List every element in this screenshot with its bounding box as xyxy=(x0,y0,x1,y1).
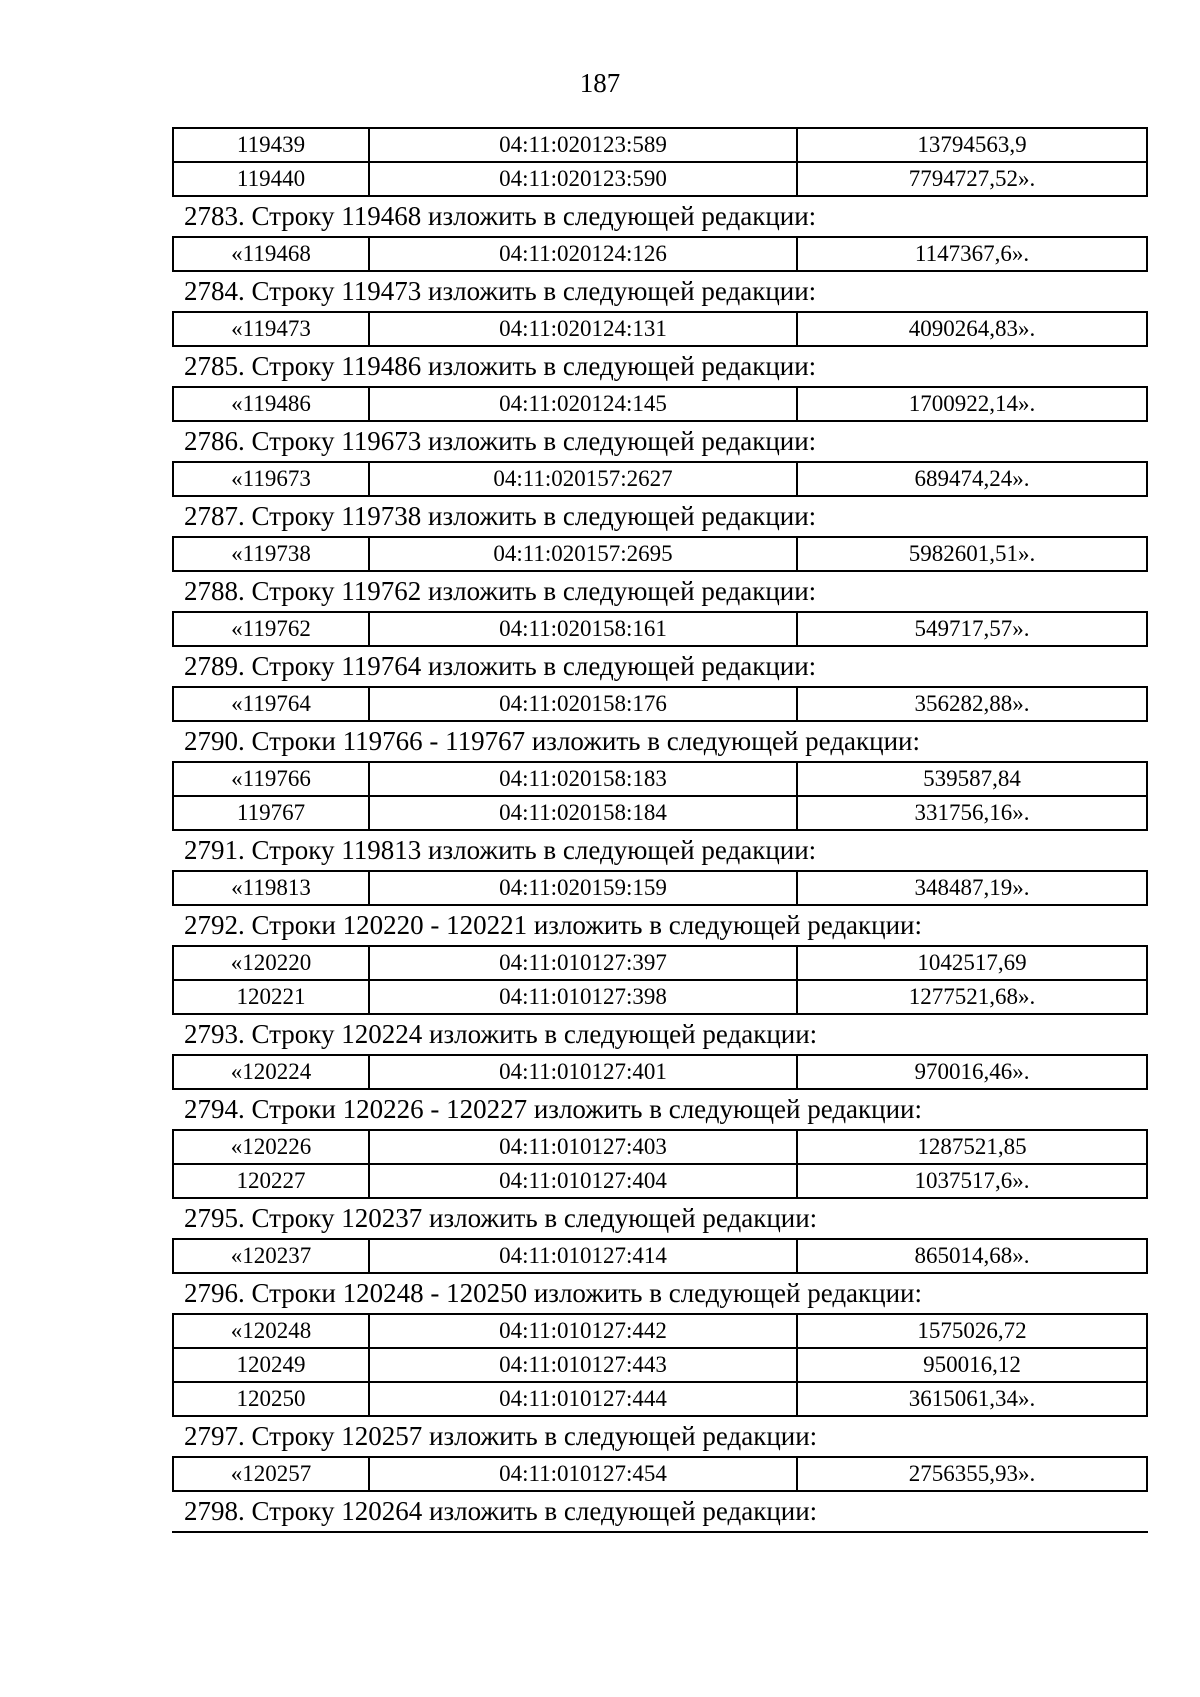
amendment-table xyxy=(172,1238,1148,1274)
value-cell: 348487,19». xyxy=(797,871,1147,905)
row-number-cell: 120227 xyxy=(173,1164,369,1198)
value-cell: 13794563,9 xyxy=(797,128,1147,162)
cadastral-number-cell: 04:11:020158:183 xyxy=(369,762,797,796)
instruction-paragraph: 2786. Строку 119673 изложить в следующей редакции: xyxy=(184,426,817,456)
amendment-table xyxy=(172,1054,1148,1090)
value-cell: 1575026,72 xyxy=(797,1314,1147,1348)
table-row xyxy=(173,237,1147,271)
cadastral-number-cell: 04:11:010127:454 xyxy=(369,1457,797,1491)
row-number-cell: «119764 xyxy=(173,687,369,721)
value-cell: 3615061,34». xyxy=(797,1382,1147,1416)
value-cell: 689474,24». xyxy=(797,462,1147,496)
table-row xyxy=(173,946,1147,980)
table-row xyxy=(173,387,1147,421)
instruction-paragraph: 2791. Строку 119813 изложить в следующей редакции: xyxy=(184,835,817,865)
instruction-paragraph: 2798. Строку 120264 изложить в следующей редакции: xyxy=(172,1492,1148,1533)
cadastral-number-cell: 04:11:020159:159 xyxy=(369,871,797,905)
cadastral-number-cell: 04:11:020124:145 xyxy=(369,387,797,421)
page-number: 187 xyxy=(579,68,621,98)
value-cell: 331756,16». xyxy=(797,796,1147,830)
cadastral-number-cell: 04:11:020123:590 xyxy=(369,162,797,196)
instruction-paragraph: 2790. Строки 119766 - 119767 изложить в следующей редакции: xyxy=(184,726,921,756)
value-cell: 356282,88». xyxy=(797,687,1147,721)
cadastral-number-cell: 04:11:010127:397 xyxy=(369,946,797,980)
instruction-paragraph: 2795. Строку 120237 изложить в следующей редакции: xyxy=(184,1203,818,1233)
row-number-cell: «119673 xyxy=(173,462,369,496)
cadastral-number-cell: 04:11:010127:443 xyxy=(369,1348,797,1382)
amendment-table xyxy=(172,1313,1148,1417)
table-row xyxy=(173,1457,1147,1491)
table-row xyxy=(173,162,1147,196)
row-number-cell: 119439 xyxy=(173,128,369,162)
cadastral-number-cell: 04:11:010127:398 xyxy=(369,980,797,1014)
value-cell: 1147367,6». xyxy=(797,237,1147,271)
row-number-cell: «119762 xyxy=(173,612,369,646)
cadastral-number-cell: 04:11:010127:442 xyxy=(369,1314,797,1348)
amendment-table xyxy=(172,127,1148,197)
value-cell: 4090264,83». xyxy=(797,312,1147,346)
instruction-paragraph: 2794. Строки 120226 - 120227 изложить в следующей редакции: xyxy=(184,1094,923,1124)
value-cell: 970016,46». xyxy=(797,1055,1147,1089)
amendment-table xyxy=(172,386,1148,422)
amendment-table xyxy=(172,686,1148,722)
instruction-paragraph: 2787. Строку 119738 изложить в следующей редакции: xyxy=(184,501,817,531)
table-row xyxy=(173,462,1147,496)
row-number-cell: 119440 xyxy=(173,162,369,196)
instruction-paragraph: 2793. Строку 120224 изложить в следующей редакции: xyxy=(184,1019,818,1049)
cadastral-number-cell: 04:11:020158:176 xyxy=(369,687,797,721)
value-cell: 7794727,52». xyxy=(797,162,1147,196)
table-row xyxy=(173,1314,1147,1348)
row-number-cell: «119473 xyxy=(173,312,369,346)
cadastral-number-cell: 04:11:020157:2695 xyxy=(369,537,797,571)
table-row xyxy=(173,687,1147,721)
cadastral-number-cell: 04:11:020124:126 xyxy=(369,237,797,271)
amendment-table xyxy=(172,945,1148,1015)
row-number-cell: «119468 xyxy=(173,237,369,271)
value-cell: 539587,84 xyxy=(797,762,1147,796)
amendment-table xyxy=(172,761,1148,831)
instruction-paragraph: 2797. Строку 120257 изложить в следующей редакции: xyxy=(184,1421,818,1451)
row-number-cell: «120224 xyxy=(173,1055,369,1089)
instruction-paragraph: 2796. Строки 120248 - 120250 изложить в следующей редакции: xyxy=(184,1278,923,1308)
instruction-paragraph: 2792. Строки 120220 - 120221 изложить в следующей редакции: xyxy=(184,910,923,940)
document-body xyxy=(172,127,1148,1533)
row-number-cell: «120220 xyxy=(173,946,369,980)
row-number-cell: «120226 xyxy=(173,1130,369,1164)
amendment-table xyxy=(172,1456,1148,1492)
table-row xyxy=(173,980,1147,1014)
table-row xyxy=(173,796,1147,830)
instruction-paragraph: 2788. Строку 119762 изложить в следующей редакции: xyxy=(184,576,817,606)
value-cell: 2756355,93». xyxy=(797,1457,1147,1491)
value-cell: 1287521,85 xyxy=(797,1130,1147,1164)
instruction-paragraph: 2783. Строку 119468 изложить в следующей редакции: xyxy=(184,201,817,231)
value-cell: 1277521,68». xyxy=(797,980,1147,1014)
amendment-table xyxy=(172,536,1148,572)
value-cell: 865014,68». xyxy=(797,1239,1147,1273)
cadastral-number-cell: 04:11:010127:414 xyxy=(369,1239,797,1273)
row-number-cell: 120221 xyxy=(173,980,369,1014)
row-number-cell: «120237 xyxy=(173,1239,369,1273)
value-cell: 1700922,14». xyxy=(797,387,1147,421)
cadastral-number-cell: 04:11:010127:444 xyxy=(369,1382,797,1416)
value-cell: 950016,12 xyxy=(797,1348,1147,1382)
cadastral-number-cell: 04:11:020157:2627 xyxy=(369,462,797,496)
row-number-cell: 120249 xyxy=(173,1348,369,1382)
amendment-table xyxy=(172,1129,1148,1199)
value-cell: 5982601,51». xyxy=(797,537,1147,571)
row-number-cell: «119766 xyxy=(173,762,369,796)
row-number-cell: 120250 xyxy=(173,1382,369,1416)
amendment-table xyxy=(172,236,1148,272)
cadastral-number-cell: 04:11:020123:589 xyxy=(369,128,797,162)
cadastral-number-cell: 04:11:020124:131 xyxy=(369,312,797,346)
table-row xyxy=(173,1055,1147,1089)
table-row xyxy=(173,1239,1147,1273)
table-row xyxy=(173,1164,1147,1198)
table-row xyxy=(173,1382,1147,1416)
cadastral-number-cell: 04:11:010127:403 xyxy=(369,1130,797,1164)
table-row xyxy=(173,612,1147,646)
cadastral-number-cell: 04:11:010127:404 xyxy=(369,1164,797,1198)
table-row xyxy=(173,312,1147,346)
cadastral-number-cell: 04:11:020158:161 xyxy=(369,612,797,646)
amendment-table xyxy=(172,461,1148,497)
amendment-table xyxy=(172,311,1148,347)
value-cell: 549717,57». xyxy=(797,612,1147,646)
cadastral-number-cell: 04:11:010127:401 xyxy=(369,1055,797,1089)
row-number-cell: «120257 xyxy=(173,1457,369,1491)
row-number-cell: «119486 xyxy=(173,387,369,421)
table-row xyxy=(173,1348,1147,1382)
value-cell: 1037517,6». xyxy=(797,1164,1147,1198)
instruction-paragraph: 2784. Строку 119473 изложить в следующей редакции: xyxy=(184,276,817,306)
table-row xyxy=(173,1130,1147,1164)
row-number-cell: 119767 xyxy=(173,796,369,830)
row-number-cell: «119738 xyxy=(173,537,369,571)
amendment-table xyxy=(172,870,1148,906)
table-row xyxy=(173,871,1147,905)
table-row xyxy=(173,128,1147,162)
row-number-cell: «120248 xyxy=(173,1314,369,1348)
amendment-table xyxy=(172,611,1148,647)
instruction-paragraph: 2785. Строку 119486 изложить в следующей редакции: xyxy=(184,351,817,381)
table-row xyxy=(173,762,1147,796)
row-number-cell: «119813 xyxy=(173,871,369,905)
value-cell: 1042517,69 xyxy=(797,946,1147,980)
cadastral-number-cell: 04:11:020158:184 xyxy=(369,796,797,830)
table-row xyxy=(173,537,1147,571)
instruction-paragraph: 2789. Строку 119764 изложить в следующей редакции: xyxy=(184,651,817,681)
